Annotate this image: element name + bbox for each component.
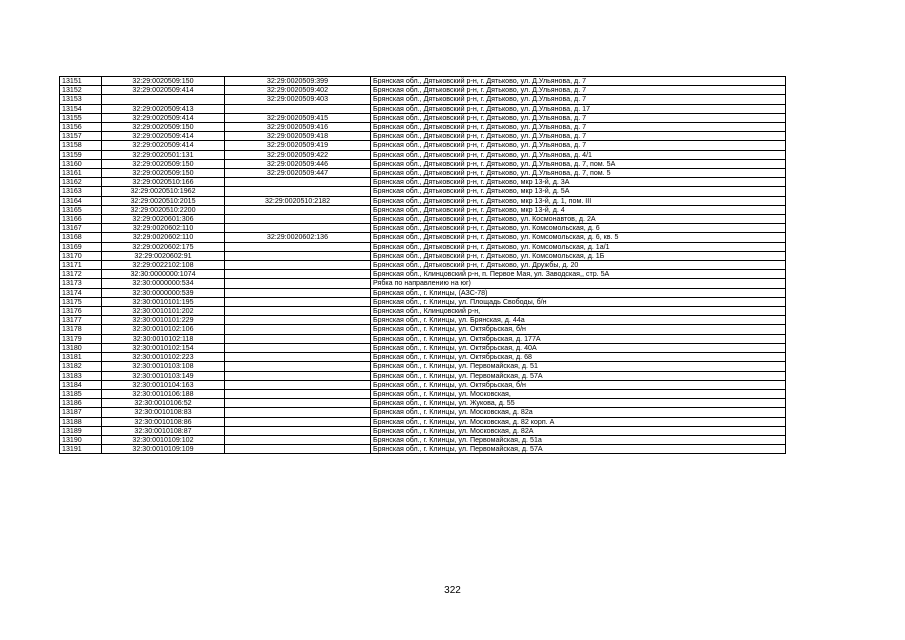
table-row bbox=[60, 224, 786, 233]
cell-cadastral-number-related: 32:29:0020509:422 bbox=[225, 150, 371, 159]
table-row bbox=[60, 353, 786, 362]
cell-address: Брянская обл., г. Клинцы, ул. Октябрьская, б/н bbox=[371, 325, 786, 334]
cell-address: Брянская обл., Дятьковский р-н, г. Дятьково, ул. Д.Ульянова, д. 7 bbox=[371, 77, 786, 86]
cell-number: 13167 bbox=[60, 224, 102, 233]
table-row bbox=[60, 288, 786, 297]
cell-cadastral-number-related bbox=[225, 426, 371, 435]
cell-address: Брянская обл., Дятьковский р-н, г. Дятьково, мкр 13-й, д. 4 bbox=[371, 205, 786, 214]
table-row bbox=[60, 334, 786, 343]
cell-cadastral-number: 32:29:0020509:150 bbox=[102, 159, 225, 168]
cell-address: Брянская обл., г. Клинцы, ул. Первомайская, д. 51а bbox=[371, 435, 786, 444]
cell-number: 13176 bbox=[60, 307, 102, 316]
cell-cadastral-number: 32:29:0020510:2200 bbox=[102, 205, 225, 214]
cell-cadastral-number-related bbox=[225, 445, 371, 454]
table-row bbox=[60, 270, 786, 279]
cell-address: Брянская обл., Дятьковский р-н, г. Дятьково, ул. Комсомольская, д. 1а/1 bbox=[371, 242, 786, 251]
table-row bbox=[60, 426, 786, 435]
cell-address: Брянская обл., г. Клинцы, ул. Октябрьская, б/н bbox=[371, 380, 786, 389]
cell-cadastral-number: 32:30:0000000:1074 bbox=[102, 270, 225, 279]
cell-number: 13185 bbox=[60, 389, 102, 398]
table-row bbox=[60, 233, 786, 242]
cell-cadastral-number-related: 32:29:0020509:403 bbox=[225, 95, 371, 104]
table-row bbox=[60, 159, 786, 168]
cell-number: 13155 bbox=[60, 113, 102, 122]
cell-number: 13156 bbox=[60, 123, 102, 132]
table-row bbox=[60, 141, 786, 150]
cell-cadastral-number-related bbox=[225, 343, 371, 352]
cell-cadastral-number-related bbox=[225, 215, 371, 224]
table-row bbox=[60, 150, 786, 159]
table-row bbox=[60, 371, 786, 380]
cell-number: 13191 bbox=[60, 445, 102, 454]
cell-number: 13151 bbox=[60, 77, 102, 86]
cell-cadastral-number-related bbox=[225, 389, 371, 398]
table-row bbox=[60, 380, 786, 389]
cell-number: 13159 bbox=[60, 150, 102, 159]
cell-cadastral-number-related bbox=[225, 187, 371, 196]
table-row bbox=[60, 316, 786, 325]
cell-cadastral-number: 32:30:0010101:202 bbox=[102, 307, 225, 316]
cell-cadastral-number-related bbox=[225, 325, 371, 334]
cell-cadastral-number-related bbox=[225, 307, 371, 316]
cell-number: 13163 bbox=[60, 187, 102, 196]
cell-cadastral-number: 32:29:0020510:2015 bbox=[102, 196, 225, 205]
cell-cadastral-number-related: 32:29:0020509:402 bbox=[225, 86, 371, 95]
cell-number: 13162 bbox=[60, 178, 102, 187]
cell-cadastral-number-related bbox=[225, 251, 371, 260]
cell-address: Брянская обл., Дятьковский р-н, г. Дятьково, ул. Дружбы, д. 20 bbox=[371, 261, 786, 270]
cell-number: 13165 bbox=[60, 205, 102, 214]
cell-number: 13188 bbox=[60, 417, 102, 426]
cell-number: 13174 bbox=[60, 288, 102, 297]
cell-cadastral-number: 32:29:0020509:414 bbox=[102, 132, 225, 141]
cell-cadastral-number-related bbox=[225, 261, 371, 270]
cell-cadastral-number: 32:30:0010104:163 bbox=[102, 380, 225, 389]
cell-cadastral-number-related bbox=[225, 270, 371, 279]
cell-number: 13153 bbox=[60, 95, 102, 104]
table-row bbox=[60, 435, 786, 444]
cadastral-table-body bbox=[60, 77, 786, 454]
table-row bbox=[60, 445, 786, 454]
cell-number: 13172 bbox=[60, 270, 102, 279]
cell-cadastral-number-related: 32:29:0020509:399 bbox=[225, 77, 371, 86]
cell-address: Брянская обл., Дятьковский р-н, г. Дятьково, мкр 13-й, д. 1, пом. III bbox=[371, 196, 786, 205]
cell-cadastral-number-related bbox=[225, 371, 371, 380]
cell-cadastral-number-related bbox=[225, 316, 371, 325]
cell-cadastral-number-related bbox=[225, 399, 371, 408]
cell-number: 13161 bbox=[60, 169, 102, 178]
cadastral-table bbox=[59, 76, 786, 454]
cell-address: Брянская обл., г. Клинцы, ул. Площадь Свободы, б/н bbox=[371, 297, 786, 306]
cell-number: 13175 bbox=[60, 297, 102, 306]
table-row bbox=[60, 95, 786, 104]
cell-address: Брянская обл., Дятьковский р-н, г. Дятьково, мкр 13-й, д. 5А bbox=[371, 187, 786, 196]
table-row bbox=[60, 215, 786, 224]
cell-cadastral-number-related: 32:29:0020509:416 bbox=[225, 123, 371, 132]
cell-number: 13164 bbox=[60, 196, 102, 205]
cell-address: Брянская обл., Дятьковский р-н, г. Дятьково, ул. Д.Ульянова, д. 7, пом. 5 bbox=[371, 169, 786, 178]
cell-cadastral-number-related: 32:29:0020602:136 bbox=[225, 233, 371, 242]
cell-address: Брянская обл., г. Клинцы, ул. Первомайская, д. 57А bbox=[371, 371, 786, 380]
cell-number: 13178 bbox=[60, 325, 102, 334]
cell-number: 13157 bbox=[60, 132, 102, 141]
cell-cadastral-number: 32:30:0010109:102 bbox=[102, 435, 225, 444]
cell-cadastral-number: 32:30:0010106:52 bbox=[102, 399, 225, 408]
cell-cadastral-number-related bbox=[225, 224, 371, 233]
cell-cadastral-number: 32:30:0010102:118 bbox=[102, 334, 225, 343]
cell-cadastral-number-related: 32:29:0020509:419 bbox=[225, 141, 371, 150]
cell-cadastral-number: 32:30:0010102:106 bbox=[102, 325, 225, 334]
cell-address: Брянская обл., Дятьковский р-н, г. Дятьково, ул. Д.Ульянова, д. 7, пом. 5А bbox=[371, 159, 786, 168]
cell-address: Брянская обл., Дятьковский р-н, г. Дятьково, ул. Д.Ульянова, д. 7 bbox=[371, 123, 786, 132]
cell-address: Брянская обл., г. Клинцы, ул. Первомайская, д. 51 bbox=[371, 362, 786, 371]
cell-number: 13177 bbox=[60, 316, 102, 325]
cell-cadastral-number: 32:30:0010108:86 bbox=[102, 417, 225, 426]
table-row bbox=[60, 297, 786, 306]
cell-cadastral-number: 32:30:0010102:223 bbox=[102, 353, 225, 362]
cell-address: Брянская обл., Дятьковский р-н, г. Дятьково, ул. Д.Ульянова, д. 4/1 bbox=[371, 150, 786, 159]
cell-address: Брянская обл., г. Клинцы, ул. Московская, д. 82А bbox=[371, 426, 786, 435]
cell-cadastral-number: 32:29:0020509:414 bbox=[102, 141, 225, 150]
cell-cadastral-number: 32:29:0020601:306 bbox=[102, 215, 225, 224]
table-row bbox=[60, 187, 786, 196]
cell-address: Брянская обл., г. Клинцы, ул. Октябрьская, д. 68 bbox=[371, 353, 786, 362]
table-row bbox=[60, 123, 786, 132]
cell-address: Брянская обл., г. Клинцы, ул. Московская, bbox=[371, 389, 786, 398]
cell-number: 13170 bbox=[60, 251, 102, 260]
cell-cadastral-number: 32:29:0020602:110 bbox=[102, 224, 225, 233]
cell-cadastral-number: 32:29:0020509:150 bbox=[102, 123, 225, 132]
cell-number: 13187 bbox=[60, 408, 102, 417]
cell-cadastral-number: 32:30:0000000:539 bbox=[102, 288, 225, 297]
cell-address: Брянская обл., Дятьковский р-н, г. Дятьково, мкр 13-й, д. 3А bbox=[371, 178, 786, 187]
cell-number: 13180 bbox=[60, 343, 102, 352]
cell-cadastral-number: 32:29:0020509:150 bbox=[102, 169, 225, 178]
table-row bbox=[60, 196, 786, 205]
cell-cadastral-number: 32:30:0000000:534 bbox=[102, 279, 225, 288]
table-row bbox=[60, 399, 786, 408]
cell-cadastral-number: 32:30:0010103:149 bbox=[102, 371, 225, 380]
cell-address: Брянская обл., г. Клинцы, ул. Первомайская, д. 57А bbox=[371, 445, 786, 454]
table-row bbox=[60, 242, 786, 251]
cell-address: Рябка по направлению на юг) bbox=[371, 279, 786, 288]
cell-address: Брянская обл., г. Клинцы, ул. Брянская, д. 44а bbox=[371, 316, 786, 325]
cell-cadastral-number: 32:29:0020509:413 bbox=[102, 104, 225, 113]
cell-number: 13186 bbox=[60, 399, 102, 408]
cell-cadastral-number: 32:29:0020510:1962 bbox=[102, 187, 225, 196]
cell-address: Брянская обл., г. Клинцы, ул. Московская, д. 82а bbox=[371, 408, 786, 417]
cell-number: 13166 bbox=[60, 215, 102, 224]
cell-cadastral-number-related: 32:29:0020510:2182 bbox=[225, 196, 371, 205]
cell-cadastral-number-related bbox=[225, 417, 371, 426]
cell-cadastral-number-related bbox=[225, 380, 371, 389]
cell-cadastral-number-related: 32:29:0020509:415 bbox=[225, 113, 371, 122]
cell-cadastral-number: 32:30:0010103:108 bbox=[102, 362, 225, 371]
cell-address: Брянская обл., г. Клинцы, ул. Жукова, д. 55 bbox=[371, 399, 786, 408]
cell-cadastral-number: 32:30:0010106:188 bbox=[102, 389, 225, 398]
cell-address: Брянская обл., Клинцовский р-н, bbox=[371, 307, 786, 316]
cell-number: 13179 bbox=[60, 334, 102, 343]
cell-cadastral-number bbox=[102, 95, 225, 104]
cell-cadastral-number-related bbox=[225, 279, 371, 288]
cell-cadastral-number: 32:30:0010108:83 bbox=[102, 408, 225, 417]
table-row bbox=[60, 113, 786, 122]
cell-number: 13171 bbox=[60, 261, 102, 270]
table-row bbox=[60, 205, 786, 214]
cell-cadastral-number-related bbox=[225, 435, 371, 444]
cell-cadastral-number-related bbox=[225, 205, 371, 214]
cell-number: 13158 bbox=[60, 141, 102, 150]
table-row bbox=[60, 307, 786, 316]
cell-cadastral-number: 32:30:0010101:229 bbox=[102, 316, 225, 325]
cell-address: Брянская обл., г. Клинцы, ул. Октябрьская, д. 177А bbox=[371, 334, 786, 343]
cell-cadastral-number-related bbox=[225, 288, 371, 297]
cell-cadastral-number: 32:30:0010109:109 bbox=[102, 445, 225, 454]
cell-address: Брянская обл., г. Клинцы, ул. Октябрьская, д. 40А bbox=[371, 343, 786, 352]
cell-cadastral-number-related bbox=[225, 353, 371, 362]
cell-cadastral-number: 32:29:0022102:108 bbox=[102, 261, 225, 270]
cell-address: Брянская обл., Дятьковский р-н, г. Дятьково, ул. Комсомольская, д. 6 bbox=[371, 224, 786, 233]
table-row bbox=[60, 362, 786, 371]
table-row bbox=[60, 343, 786, 352]
table-row bbox=[60, 132, 786, 141]
cell-number: 13173 bbox=[60, 279, 102, 288]
cell-cadastral-number: 32:29:0020509:150 bbox=[102, 77, 225, 86]
cell-number: 13169 bbox=[60, 242, 102, 251]
table-row bbox=[60, 408, 786, 417]
table-row bbox=[60, 86, 786, 95]
cell-cadastral-number-related bbox=[225, 297, 371, 306]
cell-address: Брянская обл., Клинцовский р-н, п. Первое Мая, ул. Заводская,, стр. 5А bbox=[371, 270, 786, 279]
cell-cadastral-number: 32:29:0020501:131 bbox=[102, 150, 225, 159]
cell-address: Брянская обл., Дятьковский р-н, г. Дятьково, ул. Д.Ульянова, д. 7 bbox=[371, 95, 786, 104]
cell-address: Брянская обл., Дятьковский р-н, г. Дятьково, ул. Космонавтов, д. 2А bbox=[371, 215, 786, 224]
cell-number: 13189 bbox=[60, 426, 102, 435]
cell-address: Брянская обл., г. Клинцы, (АЗС-78) bbox=[371, 288, 786, 297]
cell-address: Брянская обл., Дятьковский р-н, г. Дятьково, ул. Комсомольская, д. 1Б bbox=[371, 251, 786, 260]
cell-number: 13168 bbox=[60, 233, 102, 242]
cell-cadastral-number: 32:29:0020509:414 bbox=[102, 86, 225, 95]
table-row bbox=[60, 251, 786, 260]
cell-address: Брянская обл., Дятьковский р-н, г. Дятьково, ул. Д.Ульянова, д. 7 bbox=[371, 86, 786, 95]
cell-number: 13182 bbox=[60, 362, 102, 371]
cell-cadastral-number-related bbox=[225, 408, 371, 417]
cell-cadastral-number-related bbox=[225, 334, 371, 343]
cell-address: Брянская обл., Дятьковский р-н, г. Дятьково, ул. Комсомольская, д. 6, кв. 5 bbox=[371, 233, 786, 242]
table-row bbox=[60, 261, 786, 270]
cell-cadastral-number: 32:30:0010101:195 bbox=[102, 297, 225, 306]
cell-cadastral-number: 32:29:0020602:110 bbox=[102, 233, 225, 242]
cell-address: Брянская обл., Дятьковский р-н, г. Дятьково, ул. Д.Ульянова, д. 7 bbox=[371, 132, 786, 141]
cell-cadastral-number: 32:29:0020602:175 bbox=[102, 242, 225, 251]
cell-cadastral-number: 32:30:0010108:87 bbox=[102, 426, 225, 435]
cell-cadastral-number: 32:29:0020510:166 bbox=[102, 178, 225, 187]
cell-cadastral-number-related: 32:29:0020509:446 bbox=[225, 159, 371, 168]
cell-number: 13154 bbox=[60, 104, 102, 113]
table-row bbox=[60, 178, 786, 187]
cell-number: 13190 bbox=[60, 435, 102, 444]
table-row bbox=[60, 389, 786, 398]
table-row bbox=[60, 417, 786, 426]
table-row bbox=[60, 77, 786, 86]
table-row bbox=[60, 279, 786, 288]
cell-cadastral-number: 32:30:0010102:154 bbox=[102, 343, 225, 352]
cell-cadastral-number-related: 32:29:0020509:447 bbox=[225, 169, 371, 178]
page-number: 322 bbox=[444, 585, 461, 596]
cell-address: Брянская обл., Дятьковский р-н, г. Дятьково, ул. Д.Ульянова, д. 7 bbox=[371, 141, 786, 150]
cell-address: Брянская обл., г. Клинцы, ул. Московская, д. 82 корп. А bbox=[371, 417, 786, 426]
cell-number: 13152 bbox=[60, 86, 102, 95]
cell-cadastral-number: 32:29:0020509:414 bbox=[102, 113, 225, 122]
cell-number: 13181 bbox=[60, 353, 102, 362]
table-row bbox=[60, 104, 786, 113]
cell-number: 13160 bbox=[60, 159, 102, 168]
cell-address: Брянская обл., Дятьковский р-н, г. Дятьково, ул. Д.Ульянова, д. 7 bbox=[371, 113, 786, 122]
cell-cadastral-number-related: 32:29:0020509:418 bbox=[225, 132, 371, 141]
cell-cadastral-number: 32:29:0020602:91 bbox=[102, 251, 225, 260]
cell-number: 13183 bbox=[60, 371, 102, 380]
table-row bbox=[60, 325, 786, 334]
cell-cadastral-number-related bbox=[225, 242, 371, 251]
cell-cadastral-number-related bbox=[225, 104, 371, 113]
table-row bbox=[60, 169, 786, 178]
cell-address: Брянская обл., Дятьковский р-н, г. Дятьково, ул. Д.Ульянова, д. 17 bbox=[371, 104, 786, 113]
cell-number: 13184 bbox=[60, 380, 102, 389]
cell-cadastral-number-related bbox=[225, 362, 371, 371]
cell-cadastral-number-related bbox=[225, 178, 371, 187]
